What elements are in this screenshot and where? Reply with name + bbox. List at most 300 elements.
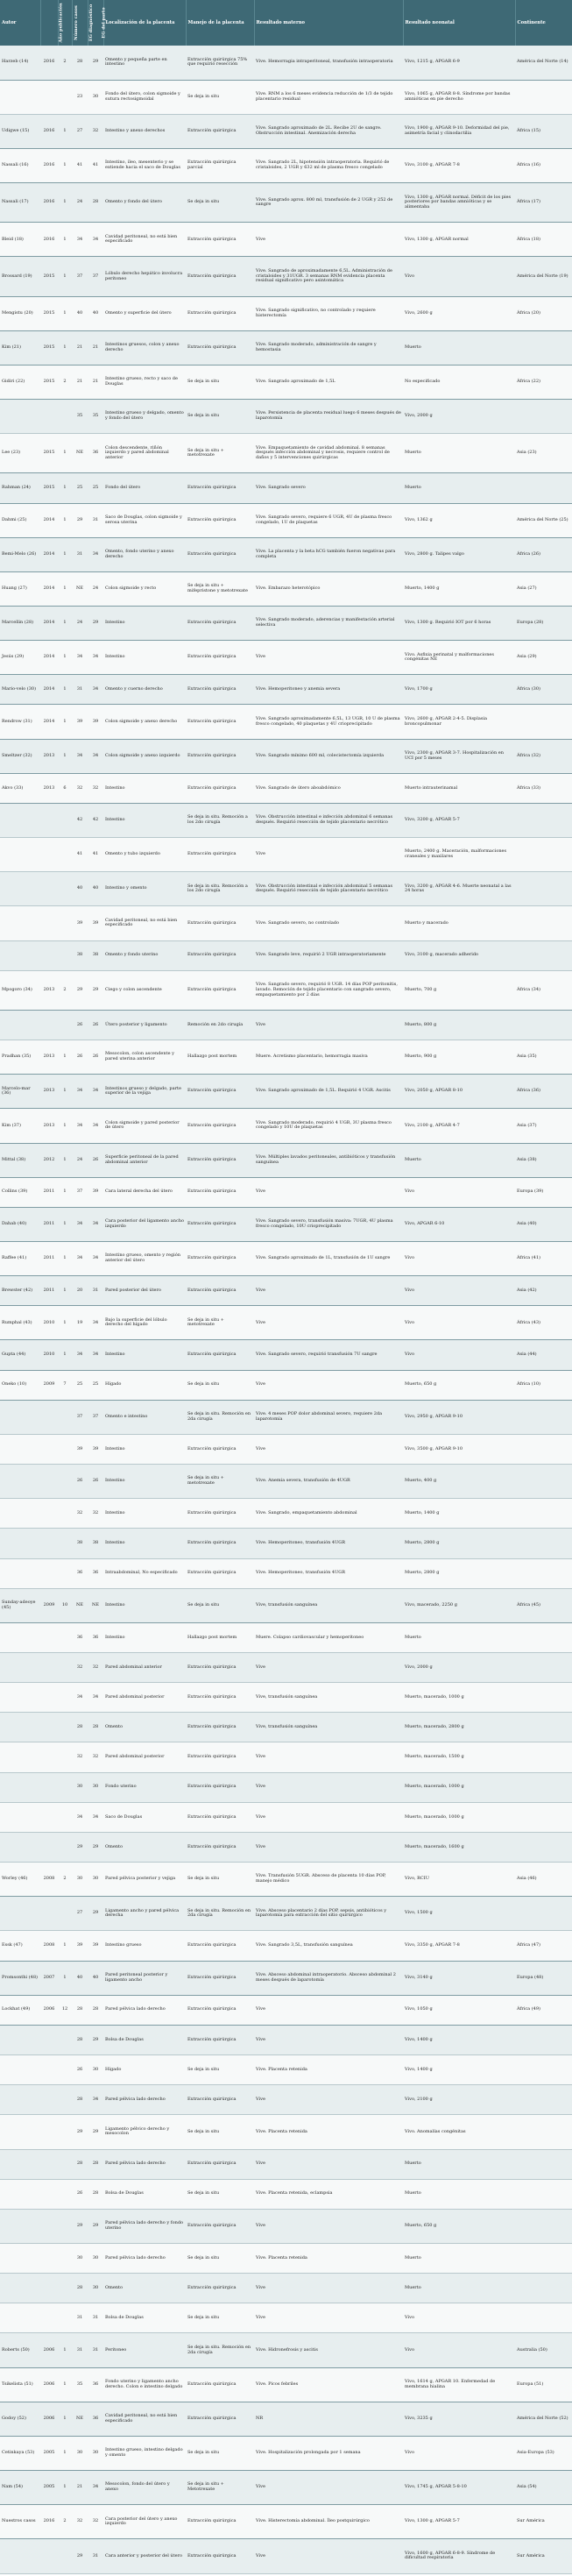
cell-eg-parto: 40 [88,296,103,330]
cell-autor: Nassali (17) [0,183,40,223]
cell-autor: Nassali (16) [0,148,40,182]
cell-num [58,1897,72,1931]
cell-neonatal: Muerto [403,2149,515,2179]
cell-eg-diag: 34 [72,1207,88,1241]
cell-localizacion: Intestino [103,1588,186,1622]
cell-manejo: Extracción quirúrgica [186,2367,254,2402]
cell-manejo: Se deja in situ + metotrexate [186,434,254,473]
cell-localizacion: Omento [103,2274,186,2303]
cell-eg-diag: 31 [72,675,88,705]
cell-autor: Pradhan (35) [0,1040,40,1075]
cell-neonatal: Muerto, 1400 g [403,1499,515,1529]
cell-manejo: Extracción quirúrgica [186,705,254,739]
cell-localizacion: Colon sigmoide y anexo derecho [103,705,186,739]
cell-anio [40,1529,58,1558]
cell-continente: Australia (50) [515,2333,572,2367]
cell-localizacion: Intestino [103,607,186,641]
cell-eg-diag: 37 [72,257,88,296]
cell-neonatal: Vivo, 1745 g, APGAR 5-8-10 [403,2471,515,2505]
cell-anio [40,1683,58,1713]
cell-eg-diag: 36 [72,1558,88,1588]
cell-manejo: Extracción quirúrgica [186,1832,254,1862]
cell-manejo: Extracción quirúrgica [186,1931,254,1961]
cell-manejo: Extracción quirúrgica [186,607,254,641]
cell-eg-diag: 34 [72,1802,88,1832]
cell-num: 10 [58,1588,72,1622]
header-autor: Autor [0,0,40,46]
table-row [0,2209,572,2243]
cell-autor [0,1802,40,1832]
cell-localizacion: Intestino [103,803,186,837]
cell-localizacion: Bajo la superficie del lóbulo derecho del hígado [103,1306,186,1340]
cell-autor: Brewster (42) [0,1276,40,1306]
cell-neonatal: Muerto, 650 g [403,2209,515,2243]
cell-localizacion: Pared posterior del útero [103,1276,186,1306]
cell-continente: África (34) [515,970,572,1010]
cell-manejo: Se deja in situ + metotrexate [186,1306,254,1340]
cell-eg-parto: 21 [88,330,103,365]
table-row [0,2436,572,2470]
cell-autor: Nam (54) [0,2471,40,2505]
cell-continente [515,330,572,365]
cell-autor [0,2303,40,2333]
cell-num [58,2085,72,2115]
cell-num: 7 [58,1370,72,1400]
cell-manejo: Extracción quirúrgica [186,2149,254,2179]
cell-neonatal: Vivo, 3500 g, APGAR 9-10 [403,1434,515,1464]
cell-anio: 2009 [40,1370,58,1400]
table-row [0,473,572,503]
header-localizacion: Localización de la placenta [103,0,186,46]
cell-eg-diag: 40 [72,1961,88,1995]
cell-eg-diag: 29 [72,503,88,537]
cell-num [58,940,72,970]
cell-materno: Vive. Sangrado aprox. 800 ml, transfusión de 2 UGR y 252 de sangre [254,183,403,223]
cell-autor: Promsonthi (48) [0,1961,40,1995]
cell-continente [515,1832,572,1862]
cell-eg-parto: 32 [88,1653,103,1683]
cell-localizacion: Cavidad peritoneal, no está bien especificado [103,223,186,257]
cell-num [58,2209,72,2243]
cell-eg-parto: 26 [88,1010,103,1040]
cell-manejo: Extracción quirúrgica 75% que requirió resección [186,46,254,80]
cell-neonatal: Vivo [403,1276,515,1306]
cell-neonatal: Vivo, 2300 g, APGAR 3-7. Hospitalización en UCI por 5 meses [403,739,515,773]
table-row [0,503,572,537]
cell-localizacion: Fondo del útero, colon sigmoide y sutura rectosigmoidal [103,80,186,114]
cell-manejo: Se deja in situ [186,2436,254,2470]
cell-neonatal: Vivo, 3200 g, APGAR 5-7 [403,803,515,837]
cell-anio [40,1742,58,1772]
cell-continente: América del Norte (25) [515,503,572,537]
cell-localizacion: Intestino [103,773,186,803]
cell-autor: Huang (27) [0,571,40,606]
cell-neonatal: Vivo, 3200 g, APGAR 4-6. Muerte neonatal a las 24 horas [403,872,515,906]
cell-neonatal: Vivo [403,2303,515,2333]
cell-eg-parto: 26 [88,1465,103,1499]
cell-num [58,906,72,940]
table-row [0,906,572,940]
cell-num: 1 [58,739,72,773]
table-row [0,1653,572,1683]
cell-eg-diag: 28 [72,2149,88,2179]
cell-num [58,1683,72,1713]
cell-anio: 2005 [40,2436,58,2470]
table-row [0,1529,572,1558]
cell-eg-parto: 32 [88,1499,103,1529]
cell-autor: Mpogoro (34) [0,970,40,1010]
cell-eg-parto: 29 [88,2025,103,2054]
cell-continente: Asia (40) [515,1207,572,1241]
cell-eg-parto: 29 [88,1897,103,1931]
cell-eg-diag: 27 [72,114,88,148]
cell-neonatal: Vivo, 3140 g [403,1961,515,1995]
cell-materno: Vive. Sangrado de aproximadamente 6,5L. Administración de cristaloides y 31UGR. 3 semanas RNM evidencia placenta residual significativo pero asintomática [254,257,403,296]
cell-anio: 2014 [40,641,58,675]
cell-eg-parto: 31 [88,2303,103,2333]
cell-localizacion: Intestino grueso, recto y saco de Douglas [103,365,186,399]
cell-neonatal: Vivo [403,1177,515,1207]
table-row [0,838,572,872]
cell-manejo: Extracción quirúrgica [186,1772,254,1802]
cell-anio [40,803,58,837]
cell-autor: Essk (47) [0,1931,40,1961]
cell-autor: Marcelo-mar (36) [0,1075,40,1109]
cell-manejo: Extracción quirúrgica [186,1177,254,1207]
cell-anio [40,2115,58,2149]
cell-manejo: Extracción quirúrgica [186,537,254,571]
cell-eg-parto: 39 [88,1177,103,1207]
cell-manejo: Extracción quirúrgica [186,2025,254,2054]
cell-localizacion: Superficie peritoneal de la pared abdominal anterior [103,1143,186,1177]
cell-continente: Asia (44) [515,1340,572,1370]
table-row [0,2505,572,2539]
cell-eg-diag: 28 [72,2274,88,2303]
cell-continente [515,1558,572,1588]
cell-manejo: Se deja in situ. Remoción a los 2do cirugía [186,803,254,837]
cell-eg-parto: 30 [88,1863,103,1897]
table-row [0,1742,572,1772]
cell-anio: 2014 [40,705,58,739]
cell-continente: África (16) [515,148,572,182]
header-continente: Continente [515,0,572,46]
cell-anio: 2009 [40,1588,58,1622]
cell-manejo: Hallazgo post mortem [186,1040,254,1075]
cell-eg-parto: 34 [88,1207,103,1241]
cell-neonatal: Vivo, macerado, 2250 g [403,1588,515,1622]
cell-neonatal: Vivo, 1400 g [403,2055,515,2085]
cell-anio: 2005 [40,2471,58,2505]
cell-materno: Vive. Placenta retenida, eclampsia [254,2179,403,2209]
table-row [0,1558,572,1588]
cell-num: 12 [58,1995,72,2025]
cell-autor: Gidiri (22) [0,365,40,399]
table-row [0,80,572,114]
cell-eg-diag: 29 [72,2209,88,2243]
cell-manejo: Extracción quirúrgica [186,1802,254,1832]
cell-materno: Vive. La placenta y la beta hCG también fueron negativas para completa [254,537,403,571]
cell-materno: Vive, transfusión sanguínea [254,1683,403,1713]
cell-manejo: Extracción quirúrgica [186,2085,254,2115]
cell-continente [515,1653,572,1683]
cell-localizacion: Pared pélvica lado derecho [103,2149,186,2179]
cell-autor: Mengistu (20) [0,296,40,330]
cell-eg-diag: NE [72,571,88,606]
cell-eg-diag: 34 [72,1241,88,1275]
cell-localizacion: Útero posterior y ligamento [103,1010,186,1040]
cell-continente [515,2115,572,2149]
cell-eg-parto: 29 [88,46,103,80]
cell-manejo: Extracción quirúrgica [186,2505,254,2539]
cell-num: 1 [58,2367,72,2402]
cell-autor [0,803,40,837]
cell-num: 1 [58,1306,72,1340]
cell-eg-diag: 28 [72,46,88,80]
cell-eg-parto: 34 [88,2471,103,2505]
cell-autor: Udigwe (15) [0,114,40,148]
cell-neonatal: Muerto [403,1622,515,1652]
cell-anio [40,2085,58,2115]
cell-eg-parto: 36 [88,434,103,473]
cell-neonatal: Muerto, macerado, 1000 g [403,1772,515,1802]
cell-num [58,838,72,872]
table-row [0,940,572,970]
cell-anio: 2016 [40,183,58,223]
cell-eg-diag: 28 [72,1995,88,2025]
cell-autor [0,2539,40,2573]
cell-neonatal: Muerto, 400 g [403,1465,515,1499]
cell-materno: Vive [254,1306,403,1340]
table-row [0,1040,572,1075]
table-row [0,1683,572,1713]
cell-eg-parto: 37 [88,257,103,296]
cell-localizacion: Intestino [103,641,186,675]
cell-materno: Vive. Picos febriles [254,2367,403,2402]
cell-materno: Vive. Placenta retenida [254,2055,403,2085]
table-row [0,1802,572,1832]
cell-anio: 2014 [40,503,58,537]
cell-neonatal: Muerto, macerado, 1500 g [403,1742,515,1772]
cell-eg-parto: 21 [88,365,103,399]
cell-materno: Vive [254,2209,403,2243]
cell-continente [515,2055,572,2085]
cell-materno: Vive. Sangrado severo, no controlado [254,906,403,940]
cell-materno: Vive. Sangrado severo, requirió 8 UGR. 14 días POP peritonitis, lavado. Remoción de tejido placentario con sangrado severo, empaquetamiento por 2 días [254,970,403,1010]
cell-anio: 2006 [40,2367,58,2402]
cell-materno: Vive. Sangrado significativo, no controlado y requiere histerectomía [254,296,403,330]
cell-anio [40,1465,58,1499]
cell-eg-parto: 31 [88,2539,103,2573]
cell-neonatal: Vivo, 2800 g. Talipes valgo [403,537,515,571]
cell-anio [40,2274,58,2303]
cell-manejo: Extracción quirúrgica [186,739,254,773]
cell-localizacion: Colon sigmoide y anexo izquierdo [103,739,186,773]
cell-neonatal: Vivo, 1500 g [403,1897,515,1931]
cell-localizacion: Cavidad peritoneal, no está bien especificado [103,2402,186,2436]
cell-materno: Vive. RNM a los 6 meses evidencia reducción de 1/3 de tejido placentario residual [254,80,403,114]
cell-num: 1 [58,571,72,606]
cell-anio: 2007 [40,1961,58,1995]
cell-neonatal: Vivo. Asfixia perinatal y malformaciones congénitas NE [403,641,515,675]
cell-localizacion: Intestino grueso, intestino delgado y omento [103,2436,186,2470]
table-row [0,2149,572,2179]
cell-materno: Vive. Hospitalización prolongada por 1 semana [254,2436,403,2470]
cell-autor [0,1010,40,1040]
cell-materno: Vive [254,641,403,675]
cell-num [58,1558,72,1588]
cell-eg-diag: 31 [72,2333,88,2367]
cell-num: 1 [58,1340,72,1370]
cell-autor: Tsikelista (51) [0,2367,40,2402]
cell-num [58,1434,72,1464]
cell-anio: 2013 [40,1040,58,1075]
cell-num [58,1713,72,1742]
cell-anio: 2011 [40,1207,58,1241]
cell-materno: Vive, transfusión sanguínea [254,1588,403,1622]
cell-autor [0,1499,40,1529]
cell-manejo: Se deja in situ [186,2243,254,2273]
cell-continente [515,2274,572,2303]
cell-materno: Vive. Sangrado aproximadamente 6,5L, 13 UGR, 10 U de plasma fresco congelado, 40 plaquetas y 4U crioprecipitado [254,705,403,739]
cell-num: 1 [58,257,72,296]
cell-autor: Marcellin (28) [0,607,40,641]
cell-eg-parto: 34 [88,675,103,705]
cell-neonatal: Vivo, 3100 g, macerado adherido [403,940,515,970]
cell-anio: 2015 [40,257,58,296]
cell-neonatal: Vivo, 2050 g, APGAR 8-10 [403,1075,515,1109]
table-row [0,2055,572,2085]
cell-autor [0,1622,40,1652]
cell-manejo: Se deja in situ [186,2055,254,2085]
cell-localizacion: Pared pélvica posterior y vejiga [103,1863,186,1897]
header-num: Número casos [58,0,72,46]
cell-materno: Vive. Placenta retenida [254,2115,403,2149]
cell-materno: Vive [254,1434,403,1464]
cell-eg-parto: 34 [88,2085,103,2115]
cell-autor: Bleid (18) [0,223,40,257]
cell-continente [515,1713,572,1742]
cell-localizacion: Colon sigmoide y pared posterior de útero [103,1109,186,1143]
cell-eg-parto: 35 [88,400,103,434]
cell-neonatal: No especificado [403,365,515,399]
cell-neonatal: Vivo, 3235 g [403,2402,515,2436]
cell-eg-parto: 36 [88,1622,103,1652]
cell-materno: Vive. Absceso placentario 2 días POP, sepsis, antibióticos y laparotomía para extracción del sitio quirúrgico [254,1897,403,1931]
table-row [0,1207,572,1241]
cell-anio: 2013 [40,970,58,1010]
cell-anio [40,940,58,970]
cell-manejo: Extracción quirúrgica [186,1276,254,1306]
cell-manejo: Extracción quirúrgica [186,1075,254,1109]
cell-num [58,1400,72,1434]
cell-eg-diag: 23 [72,80,88,114]
cell-continente [515,2085,572,2115]
cell-eg-parto: 34 [88,739,103,773]
cell-continente [515,838,572,872]
cell-autor: Harzeb (14) [0,46,40,80]
cell-localizacion: Pared abdominal posterior [103,1683,186,1713]
cell-localizacion: Peritoneo [103,2333,186,2367]
cell-continente [515,1802,572,1832]
cell-num: 1 [58,223,72,257]
cell-localizacion: Omento y superficie del útero [103,296,186,330]
cell-eg-diag: 32 [72,773,88,803]
cell-manejo: Extracción quirúrgica [186,1713,254,1742]
cell-autor: Roberts (50) [0,2333,40,2367]
cell-continente [515,1683,572,1713]
cell-manejo: Extracción quirúrgica [186,838,254,872]
table-row [0,1075,572,1109]
cell-eg-parto: 39 [88,1931,103,1961]
cell-num [58,2115,72,2149]
cell-autor: Nuestros casos [0,2505,40,2539]
cell-num [58,2303,72,2333]
cell-localizacion: Pared pélvica lado derecho y fondo uterino [103,2209,186,2243]
table-row [0,1772,572,1802]
cell-num: 1 [58,705,72,739]
cell-materno: Vive. Sangrado aproximado de 2L. Recibe 2U de sangre. Obstrucción intestinal. Anemización derecha [254,114,403,148]
cell-anio [40,1897,58,1931]
table-row [0,223,572,257]
cell-num: 1 [58,1040,72,1075]
cell-eg-diag: 32 [72,1653,88,1683]
cell-neonatal: Muerto, 700 g [403,970,515,1010]
cell-materno: Vive. 4 meses POP dolor abdominal severo, requiere 2da laparotomía [254,1400,403,1434]
cell-localizacion: Cara posterior del ligamento ancho izquierdo [103,1207,186,1241]
cell-manejo: Se deja in situ + Metotrexate [186,2471,254,2505]
cell-num: 1 [58,1143,72,1177]
cell-autor: Godoy (52) [0,2402,40,2436]
cell-materno: Vive. Hemorragia intraperitoneal, transfusión intraoperatoria [254,46,403,80]
cell-localizacion: Fondo uterino [103,1772,186,1802]
table-row [0,257,572,296]
cell-eg-parto: 34 [88,223,103,257]
cell-continente: África (18) [515,223,572,257]
cell-eg-parto: 29 [88,2115,103,2149]
cell-autor: Jesús (29) [0,641,40,675]
cell-manejo: Extracción quirúrgica [186,2539,254,2573]
cell-manejo: Extracción quirúrgica [186,330,254,365]
cell-anio: 2006 [40,2333,58,2367]
cell-continente: Sur América [515,2539,572,2573]
cell-eg-parto: 25 [88,473,103,503]
table-row [0,675,572,705]
cell-autor [0,2179,40,2209]
cell-neonatal: Vivo, RCIU [403,1863,515,1897]
cell-num: 1 [58,434,72,473]
cell-autor: Smeltzer (32) [0,739,40,773]
cell-anio [40,80,58,114]
cell-autor: Rendrow (31) [0,705,40,739]
table-row [0,1622,572,1652]
cell-localizacion: Intraabdominal, No especificado [103,1558,186,1588]
cell-autor [0,1713,40,1742]
cell-neonatal: Vivo, 3100 g, APGAR 7-8 [403,148,515,182]
cell-localizacion: Hígado [103,1370,186,1400]
cell-num [58,1653,72,1683]
cell-num [58,2055,72,2085]
table-row [0,1306,572,1340]
header-eg-diag: EG diagnóstico [72,0,88,46]
cell-materno: Vive. Sangrado severo, requiere 6 UGR, 4U de plasma fresco congelado, 1U de plaquetas [254,503,403,537]
cell-continente [515,400,572,434]
cell-anio [40,1010,58,1040]
cell-eg-parto: 39 [88,705,103,739]
cell-num: 1 [58,1931,72,1961]
cell-num: 2 [58,365,72,399]
cell-localizacion: Mesocolon, colon ascendente y pared uterina anterior [103,1040,186,1075]
cell-num: 1 [58,2333,72,2367]
